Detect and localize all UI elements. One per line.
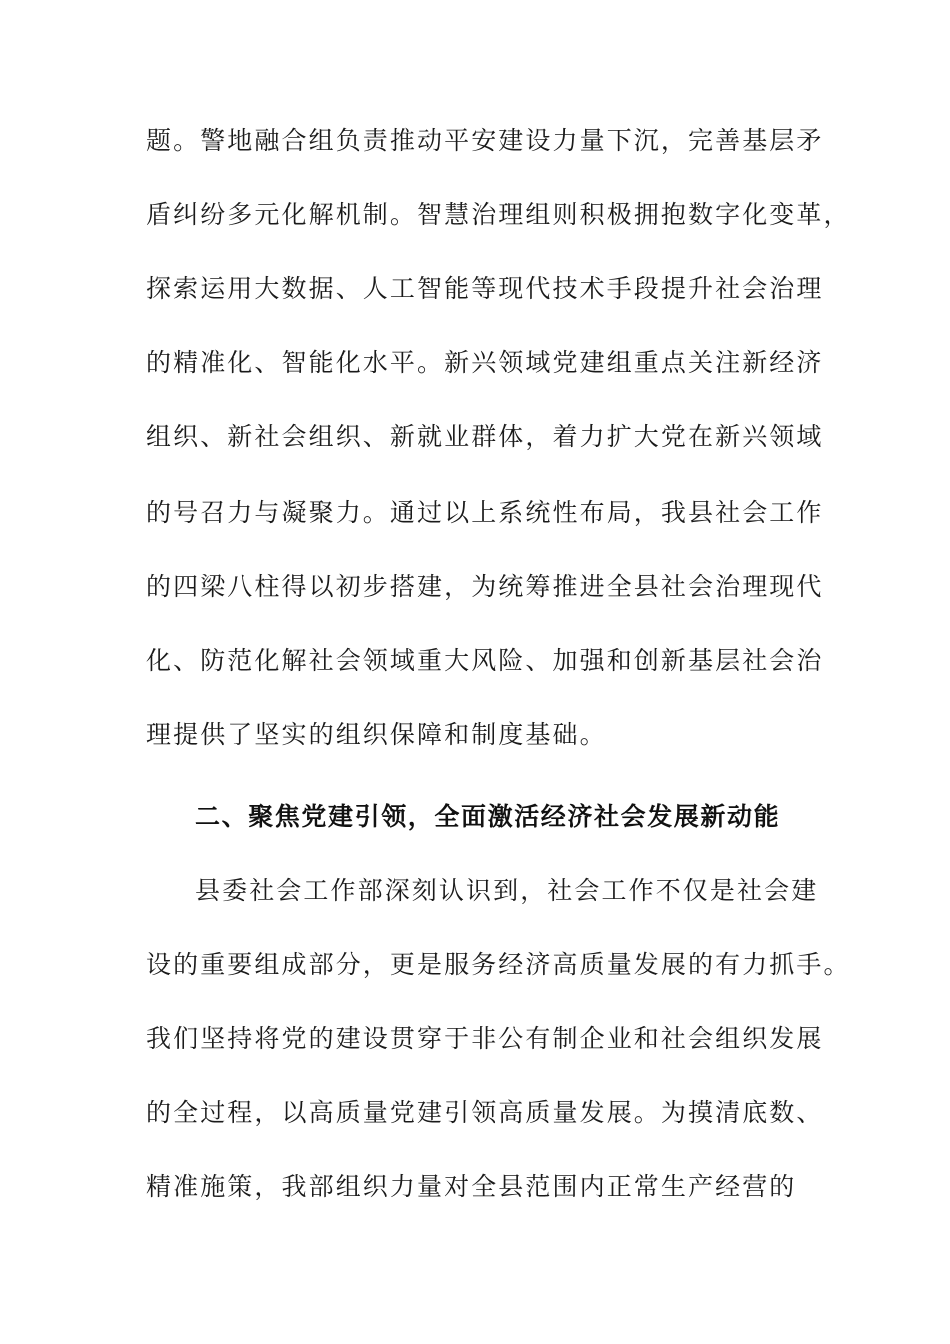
paragraph-line: 县委社会工作部深刻认识到，社会工作不仅是社会建	[195, 876, 819, 905]
paragraph-line: 化、防范化解社会领域重大风险、加强和创新基层社会治	[146, 646, 824, 675]
paragraph-line: 盾纠纷多元化解机制。智慧治理组则积极拥抱数字化变革，	[146, 200, 851, 229]
section-heading: 二、聚焦党建引领，全面激活经济社会发展新动能	[195, 802, 781, 831]
paragraph-line: 我们坚持将党的建设贯穿于非公有制企业和社会组织发展	[146, 1024, 824, 1053]
paragraph-line: 设的重要组成部分，更是服务经济高质量发展的有力抓手。	[146, 950, 851, 979]
paragraph-line: 精准施策，我部组织力量对全县范围内正常生产经营的	[146, 1172, 797, 1201]
paragraph-line: 的号召力与凝聚力。通过以上系统性布局，我县社会工作	[146, 498, 824, 527]
paragraph-line: 题。警地融合组负责推动平安建设力量下沉，完善基层矛	[146, 126, 824, 155]
paragraph-line: 的全过程，以高质量党建引领高质量发展。为摸清底数、	[146, 1098, 824, 1127]
paragraph-line: 组织、新社会组织、新就业群体，着力扩大党在新兴领域	[146, 422, 824, 451]
paragraph-line: 的四梁八柱得以初步搭建，为统筹推进全县社会治理现代	[146, 572, 824, 601]
paragraph-line: 探索运用大数据、人工智能等现代技术手段提升社会治理	[146, 274, 824, 303]
paragraph-line: 的精准化、智能化水平。新兴领域党建组重点关注新经济	[146, 348, 824, 377]
paragraph-line: 理提供了坚实的组织保障和制度基础。	[146, 720, 607, 749]
